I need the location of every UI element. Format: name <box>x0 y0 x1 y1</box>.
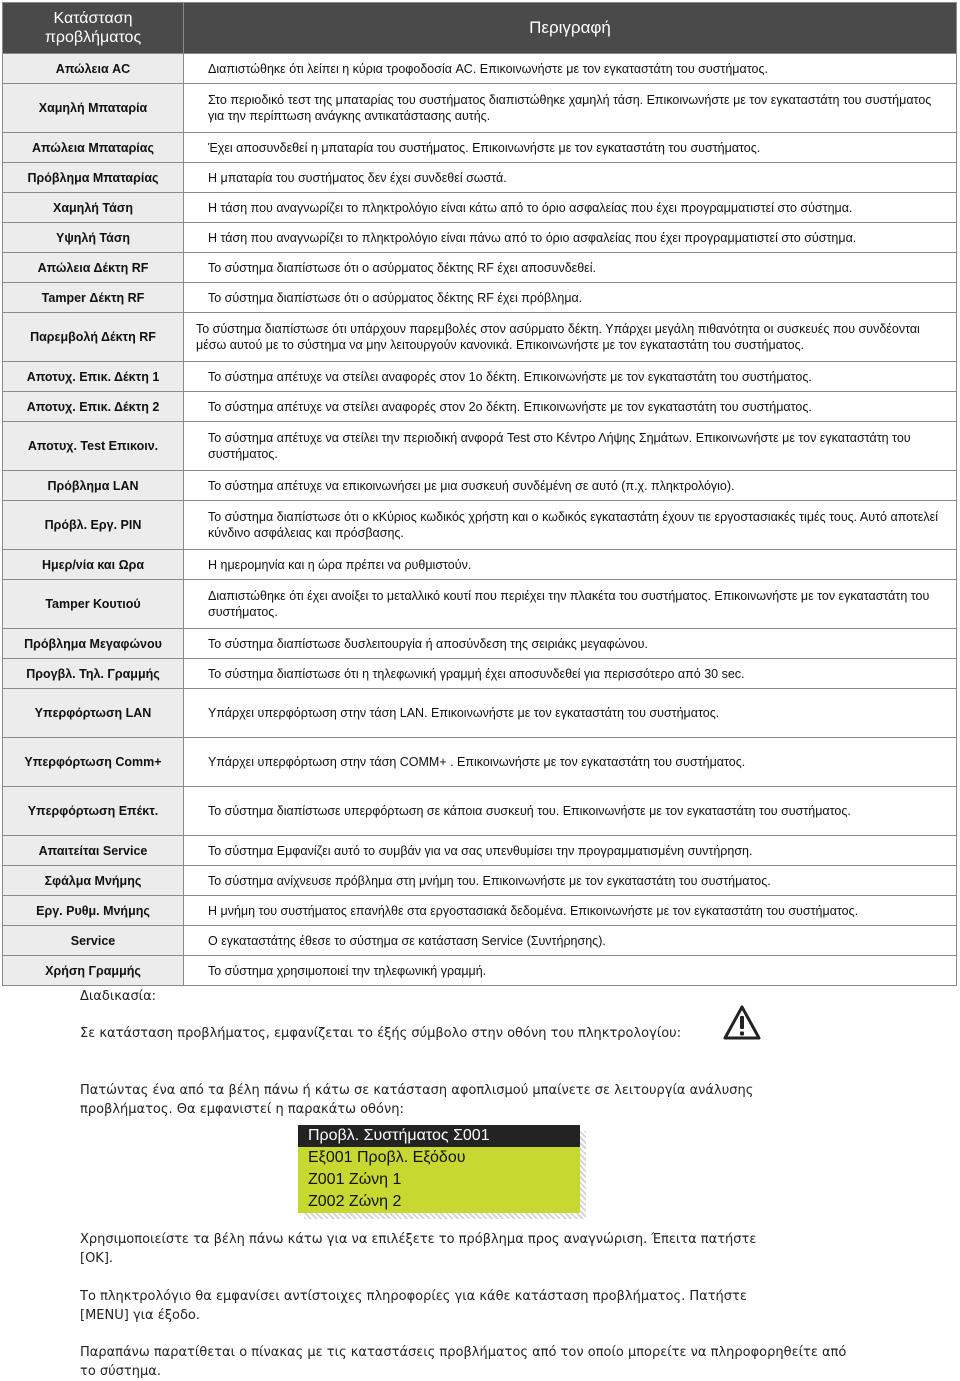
lcd-row-1: Προβλ. Συστήματος Σ001 <box>298 1125 580 1147</box>
status-cell: Απώλεια Μπαταρίας <box>3 133 184 163</box>
lcd-row-4: Ζ002 Ζώνη 2 <box>308 1193 402 1210</box>
procedure-paragraph-3-line-2: [OK]. <box>80 1251 114 1266</box>
description-cell: Στο περιοδικό τεστ της μπαταρίας του συστήματος διαπιστώθηκε χαμηλή τάση. Επικοινωνήστε με τον εγκαταστάτη του συστήματος για την περίπτωση ανάγκης αντικατάστασης αυτής. <box>184 84 957 133</box>
description-cell: Το σύστημα απέτυχε να στείλει αναφορές στον 1ο δέκτη. Επικοινωνήστε με τον εγκαταστάτη του συστήματος. <box>184 362 957 392</box>
table-row <box>3 689 957 738</box>
procedure-paragraph-1: Σε κατάσταση προβλήματος, εμφανίζεται το έξής σύμβολο στην οθόνη του πληκτρολογίου: <box>80 1026 682 1041</box>
table-row <box>3 956 957 986</box>
table-row <box>3 193 957 223</box>
header-description: Περιγραφή <box>184 3 957 54</box>
warning-triangle-icon <box>722 1004 762 1042</box>
procedure-paragraph-2-line-2: προβλήματος. Θα εμφανιστεί η παρακάτω οθόνη: <box>80 1102 404 1117</box>
table-row <box>3 422 957 471</box>
header-status: Κατάσταση προβλήματος <box>3 3 184 54</box>
table-row <box>3 836 957 866</box>
procedure-paragraph-3-line-1: Χρησιμοποιείστε τα βέλη πάνω κάτω για να επιλέξετε το πρόβλημα προς αναγνώριση. Έπειτα πατήστε <box>80 1232 757 1247</box>
description-cell: Η τάση που αναγνωρίζει το πληκτρολόγιο είναι κάτω από το όριο ασφαλείας που έχει προγραμματιστεί στο σύστημα. <box>184 193 957 223</box>
status-cell: Tamper Δέκτη RF <box>3 283 184 313</box>
procedure-paragraph-4-line-1: Το πληκτρολόγιο θα εμφανίσει αντίστοιχες πληροφορίες για κάθε κατάσταση προβλήματος. Πατήστε <box>80 1289 747 1304</box>
description-cell: Το σύστημα απέτυχε να στείλει την περιοδική ανφορά Test στο Κέντρο Λήψης Σημάτων. Επικοινωνήστε με τον εγκαταστάτη του συστήματος. <box>184 422 957 471</box>
status-cell: Tamper Κουτιού <box>3 580 184 629</box>
status-cell: Ημερ/νία και Ωρα <box>3 550 184 580</box>
status-cell: Σφάλμα Μνήμης <box>3 866 184 896</box>
status-cell: Χαμηλή Τάση <box>3 193 184 223</box>
status-cell: Αποτυχ. Επικ. Δέκτη 2 <box>3 392 184 422</box>
table-row <box>3 659 957 689</box>
description-cell: Το σύστημα Εμφανίζει αυτό το συμβάν για να σας υπενθυμίσει την προγραμματισμένη συντήρηση. <box>184 836 957 866</box>
description-cell: Ο εγκαταστάτης έθεσε το σύστημα σε κατάσταση Service (Συντήρησης). <box>184 926 957 956</box>
procedure-paragraph-2 <box>0 1081 960 1119</box>
trouble-status-table <box>2 2 957 986</box>
procedure-paragraph-4 <box>0 1287 960 1325</box>
description-cell: Έχει αποσυνδεθεί η μπαταρία του συστήματος. Επικοινωνήστε με τον εγκαταστάτη του συστήματος. <box>184 133 957 163</box>
description-cell: Το σύστημα διαπίστωσε δυσλειτουργία ή αποσύνδεση της σειριάκς μεγαφώνου. <box>184 629 957 659</box>
description-cell: Το σύστημα χρησιμοποιεί την τηλεφωνική γραμμή. <box>184 956 957 986</box>
status-cell: Υψηλή Τάση <box>3 223 184 253</box>
description-cell: Το σύστημα απέτυχε να στείλει αναφορές στον 2ο δέκτη. Επικοινωνήστε με τον εγκαταστάτη του συστήματος. <box>184 392 957 422</box>
status-cell: Χαμηλή Μπαταρία <box>3 84 184 133</box>
table-row <box>3 163 957 193</box>
table-row <box>3 54 957 84</box>
procedure-paragraph-2-line-1: Πατώντας ένα από τα βέλη πάνω ή κάτω σε κατάσταση αφοπλισμού μπαίνετε σε λειτουργία ανάλυσης <box>80 1083 754 1098</box>
status-cell: Απαιτείται Service <box>3 836 184 866</box>
description-cell: Η μπαταρία του συστήματος δεν έχει συνδεθεί σωστά. <box>184 163 957 193</box>
description-cell: Το σύστημα διαπίστωσε ότι η τηλεφωνική γραμμή έχει αποσυνδεθεί για περισσότερο από 30 sec. <box>184 659 957 689</box>
description-cell: Η μνήμη του συστήματος επανήλθε στα εργοστασιακά δεδομένα. Επικοινωνήστε με τον εγκαταστάτη του συστήματος. <box>184 896 957 926</box>
table-row <box>3 926 957 956</box>
description-cell: Το σύστημα ανίχνευσε πρόβλημα στη μνήμη του. Επικοινωνήστε με τον εγκαταστάτη του συστήματος. <box>184 866 957 896</box>
description-cell: Υπάρχει υπερφόρτωση στην τάση COMM+ . Επικοινωνήστε με τον εγκαταστάτη του συστήματος. <box>184 738 957 787</box>
status-cell: Απώλεια Δέκτη RF <box>3 253 184 283</box>
description-cell: Το σύστημα διαπίστωσε ότι ο ασύρματος δέκτης RF έχει αποσυνδεθεί. <box>184 253 957 283</box>
table-row <box>3 253 957 283</box>
description-cell: Το σύστημα διαπίστωσε υπερφόρτωση σε κάποια συσκευή του. Επικοινωνήστε με τον εγκαταστάτη του συστήματος. <box>184 787 957 836</box>
description-cell: Διαπιστώθηκε ότι έχει ανοίξει το μεταλλικό κουτί που περιέχει την πλακέτα του συστήματος. Επικοινωνήστε με τον εγκαταστάτη του συστήματος. <box>184 580 957 629</box>
table-row <box>3 896 957 926</box>
table-row <box>3 223 957 253</box>
status-cell: Υπερφόρτωση Επέκτ. <box>3 787 184 836</box>
description-cell: Υπάρχει υπερφόρτωση στην τάση LAN. Επικοινωνήστε με τον εγκαταστάτη του συστήματος. <box>184 689 957 738</box>
procedure-paragraph-4-line-2: [MENU] για έξοδο. <box>80 1308 201 1323</box>
table-row <box>3 84 957 133</box>
description-cell: Η τάση που αναγνωρίζει το πληκτρολόγιο είναι πάνω από το όριο ασφαλείας που έχει προγραμματιστεί στο σύστημα. <box>184 223 957 253</box>
status-cell: Service <box>3 926 184 956</box>
description-cell: Το σύστημα διαπίστωσε ότι υπάρχουν παρεμβολές στον ασύρματο δέκτη. Υπάρχει μεγάλη πιθανότητα οι συσκευές που συνδέονται μέσω αυτού με το σύστημα να μην λειτουργούν κανονικά. Επικοινωνήστε με τον εγκαταστάτη του συστήματος. <box>184 313 957 362</box>
keypad-lcd-screen <box>298 1125 580 1213</box>
procedure-paragraph-5 <box>0 1343 960 1381</box>
table-row <box>3 550 957 580</box>
table-row <box>3 501 957 550</box>
status-cell: Πρόβλημα Μεγαφώνου <box>3 629 184 659</box>
table-row <box>3 362 957 392</box>
status-cell: Απώλεια AC <box>3 54 184 84</box>
procedure-paragraph-5-line-2: το σύστημα. <box>80 1364 161 1379</box>
description-cell: Το σύστημα διαπίστωσε ότι ο ασύρματος δέκτης RF έχει πρόβλημα. <box>184 283 957 313</box>
description-cell: Διαπιστώθηκε ότι λείπει η κύρια τροφοδοσία AC. Επικοινωνήστε με τον εγκαταστάτη του συστήματος. <box>184 54 957 84</box>
procedure-paragraph-3 <box>0 1230 960 1268</box>
table-row <box>3 392 957 422</box>
lcd-row-3: Ζ001 Ζώνη 1 <box>308 1171 402 1188</box>
description-cell: Το σύστημα απέτυχε να επικοινωνήσει με μια συσκευή συνδέμένη σε αυτό (π.χ. πληκτρολόγιο). <box>184 471 957 501</box>
status-cell: Πρόβλημα LAN <box>3 471 184 501</box>
procedure-paragraph-5-line-1: Παραπάνω παρατίθεται ο πίνακας με τις καταστάσεις προβλήματος από τον οποίο μπορείτε να πληροφορηθείτε από <box>80 1345 847 1360</box>
table-row <box>3 133 957 163</box>
status-cell: Αποτυχ. Test Επικοιν. <box>3 422 184 471</box>
status-cell: Υπερφόρτωση Comm+ <box>3 738 184 787</box>
table-row <box>3 471 957 501</box>
description-cell: Η ημερομηνία και η ώρα πρέπει να ρυθμιστούν. <box>184 550 957 580</box>
lcd-body <box>298 1147 580 1213</box>
status-cell: Αποτυχ. Επικ. Δέκτη 1 <box>3 362 184 392</box>
table-row <box>3 787 957 836</box>
table-row <box>3 629 957 659</box>
table-row <box>3 738 957 787</box>
status-cell: Πρόβλημα Μπαταρίας <box>3 163 184 193</box>
status-cell: Εργ. Ρυθμ. Μνήμης <box>3 896 184 926</box>
status-cell: Παρεμβολή Δέκτη RF <box>3 313 184 362</box>
table-row <box>3 580 957 629</box>
description-cell: Το σύστημα διαπίστωσε ότι ο κΚύριος κωδικός χρήστη και ο κωδικός εγκαταστάτη έχουν τιε εργοστασιακές τιμές τους. Αυτό αποτελεί κύνδινο ασφάλειας και πρόσβασης. <box>184 501 957 550</box>
status-cell: Χρήση Γραμμής <box>3 956 184 986</box>
status-cell: Υπερφόρτωση LAN <box>3 689 184 738</box>
table-row <box>3 866 957 896</box>
status-cell: Πρόβλ. Εργ. PIN <box>3 501 184 550</box>
status-cell: Προγβλ. Τηλ. Γραμμής <box>3 659 184 689</box>
table-row <box>3 313 957 362</box>
lcd-row-2: Εξ001 Προβλ. Εξόδου <box>308 1149 466 1166</box>
procedure-heading: Διαδικασία: <box>80 989 157 1004</box>
table-row <box>3 283 957 313</box>
